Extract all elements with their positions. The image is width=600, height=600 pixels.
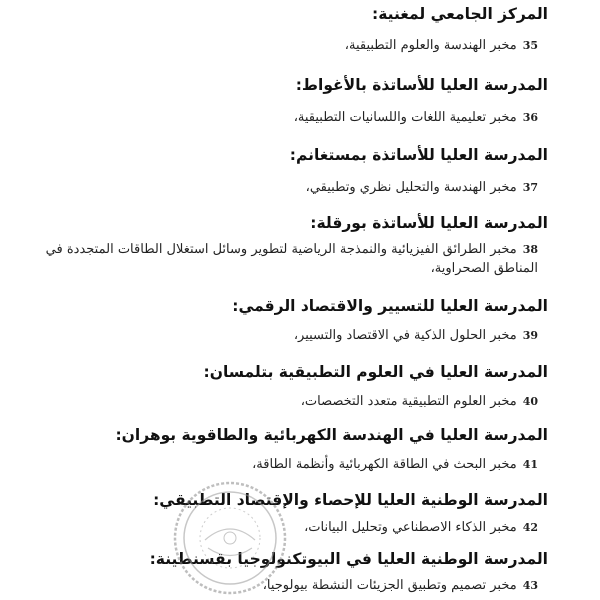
item-number: 41 <box>522 458 538 471</box>
lab-item <box>294 326 538 345</box>
item-number: 43 <box>522 579 538 592</box>
lab-name: مخبر تصميم وتطبيق الجزيئات النشطة بيولوجيا، <box>262 578 517 593</box>
institution-heading: المدرسة العليا للأساتذة بورقلة: <box>310 214 548 232</box>
lab-name: مخبر الذكاء الاصطناعي وتحليل البيانات، <box>304 520 517 535</box>
item-number: 38 <box>522 243 538 256</box>
institution-heading: المركز الجامعي لمغنية: <box>372 5 548 23</box>
lab-item <box>304 518 538 537</box>
lab-item <box>294 108 538 127</box>
lab-item <box>306 178 538 197</box>
lab-name: مخبر تعليمية اللغات واللسانيات التطبيقية، <box>293 110 517 125</box>
institution-heading: المدرسة الوطنية العليا للإحصاء والإقتصاد التطبيقي: <box>153 491 548 509</box>
lab-item <box>345 36 538 55</box>
lab-name: مخبر الحلول الذكية في الاقتصاد والتسيير، <box>293 328 517 343</box>
institution-heading: المدرسة الوطنية العليا في البيوتكنولوجيا بقسنطينة: <box>149 550 548 568</box>
item-number: 42 <box>522 521 538 534</box>
institution-heading: المدرسة العليا في العلوم التطبيقية بتلمسان: <box>203 363 548 381</box>
lab-name: مخبر البحث في الطاقة الكهربائية وأنظمة الطاقة، <box>252 457 517 472</box>
institution-heading: المدرسة العليا للأساتذة بمستغانم: <box>289 146 548 164</box>
item-number: 39 <box>522 329 538 342</box>
item-number: 37 <box>522 181 538 194</box>
lab-name: مخبر العلوم التطبيقية متعدد التخصصات، <box>300 394 517 409</box>
item-number: 35 <box>522 39 538 52</box>
item-number: 36 <box>522 111 538 124</box>
lab-name: مخبر الطرائق الفيزيائية والنمذجة الرياضية لتطوير وسائل استغلال الطاقات المتجددة في المناطق الصحراوية، <box>45 242 538 276</box>
lab-item <box>263 576 538 595</box>
institution-heading: المدرسة العليا في الهندسة الكهربائية والطاقوية بوهران: <box>115 426 548 444</box>
lab-name: مخبر الهندسة والتحليل نظري وتطبيقي، <box>305 180 517 195</box>
lab-name: مخبر الهندسة والعلوم التطبيقية، <box>344 38 517 53</box>
lab-item <box>6 240 538 278</box>
item-number: 40 <box>522 395 538 408</box>
institution-heading: المدرسة العليا للتسيير والاقتصاد الرقمي: <box>232 297 548 315</box>
lab-item <box>301 392 538 411</box>
seal-stamp-icon <box>170 478 290 598</box>
institution-heading: المدرسة العليا للأساتذة بالأغواط: <box>295 76 548 94</box>
lab-item <box>252 455 538 474</box>
